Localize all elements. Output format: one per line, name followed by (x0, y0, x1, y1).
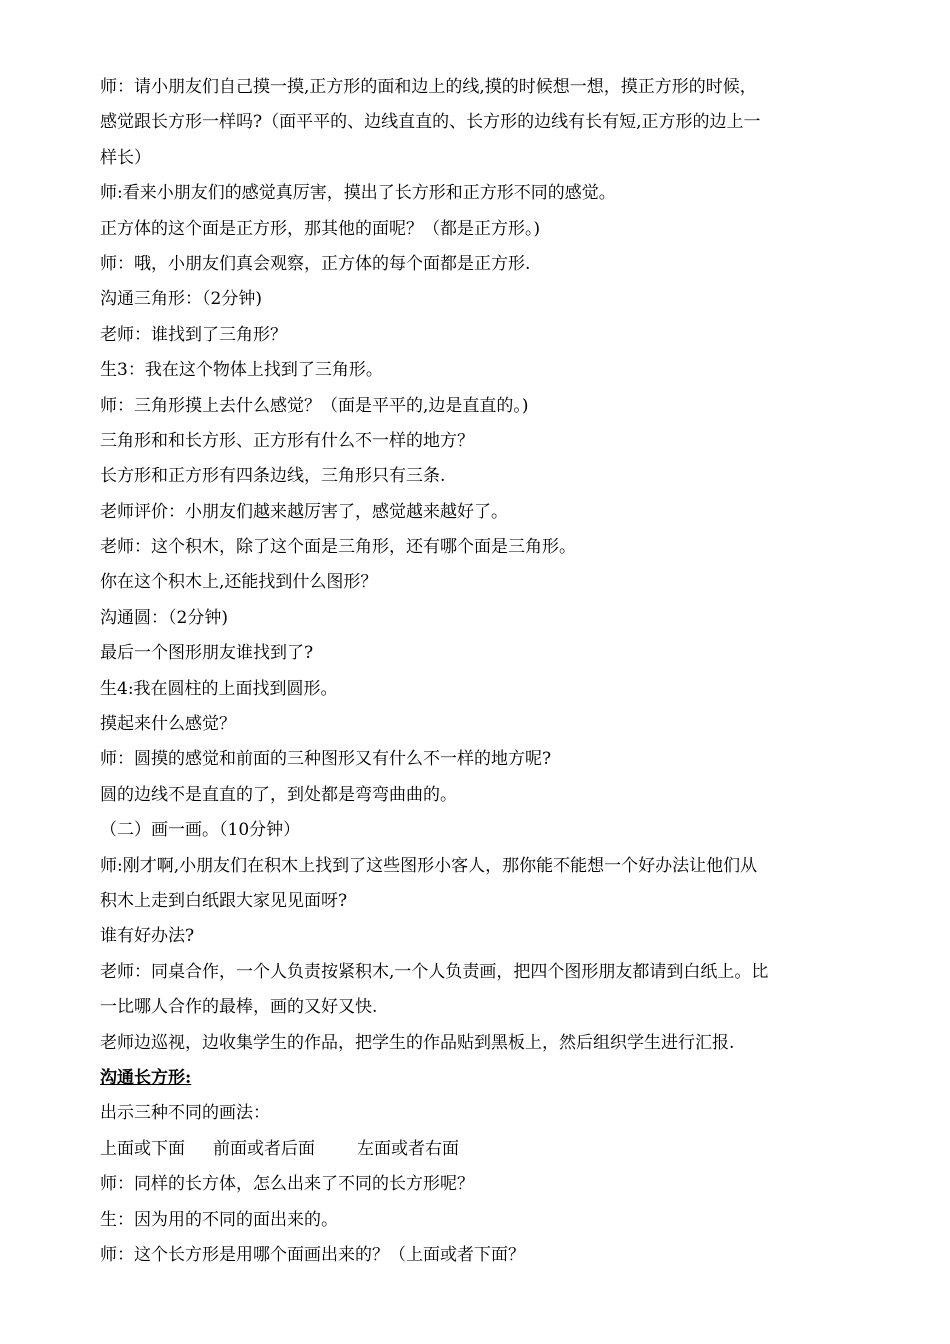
text-line: 师：请小朋友们自己摸一摸,正方形的面和边上的线,摸的时候想一想，摸正方形的时候， (100, 77, 757, 97)
text-line: 样长） (100, 147, 151, 168)
text-line: 最后一个图形朋友谁找到了? (100, 643, 314, 664)
text-line: 师:看来小朋友们的感觉真厉害，摸出了长方形和正方形不同的感觉。 (100, 183, 616, 204)
text-line: 师：哦，小朋友们真会观察，正方体的每个面都是正方形. (100, 253, 531, 274)
text-line: （二）画一画。（10分钟） (100, 820, 301, 841)
text-line: 三角形和和长方形、正方形有什么不一样的地方？ (100, 430, 474, 451)
text-line: 长方形和正方形有四条边线，三角形只有三条. (100, 466, 446, 487)
text-line: 老师：同桌合作，一个人负责按紧积木,一个人负责画，把四个图形朋友都请到白纸上。比 (100, 961, 769, 982)
text-line: 谁有好办法? (100, 926, 195, 947)
text-line: 出示三种不同的画法： (100, 1103, 270, 1124)
text-line: 老师边巡视，边收集学生的作品，把学生的作品贴到黑板上，然后组织学生进行汇报. (100, 1032, 735, 1053)
method-front-back: 前面或者后面 (213, 1138, 315, 1159)
text-line: 一比哪人合作的最棒，画的又好又快. (100, 997, 378, 1018)
document-body (100, 70, 860, 1273)
section-heading (100, 1061, 860, 1096)
methods-line (100, 1132, 860, 1167)
text-line: 师：这个长方形是用哪个面画出来的？（上面或者下面？ (100, 1244, 525, 1265)
text-line: 师：同样的长方体，怎么出来了不同的长方形呢？ (100, 1174, 474, 1195)
text-line: 正方体的这个面是正方形，那其他的面呢？（都是正方形。) (100, 218, 541, 239)
text-line: 生4:我在圆柱的上面找到圆形。 (100, 678, 338, 699)
text-line: 师：圆摸的感觉和前面的三种图形又有什么不一样的地方呢? (100, 749, 552, 770)
text-line: 生：因为用的不同的面出来的。 (100, 1209, 338, 1230)
text-line: 老师：这个积木，除了这个面是三角形，还有哪个面是三角形。 (100, 537, 576, 558)
text-line: 积木上走到白纸跟大家见见面呀? (100, 890, 348, 911)
text-line: 圆的边线不是直直的了，到处都是弯弯曲曲的。 (100, 784, 457, 805)
text-line: 沟通三角形：（2分钟) (100, 289, 262, 310)
text-line: 摸起来什么感觉？ (100, 714, 236, 735)
text-line: 感觉跟长方形一样吗?（面平平的、边线直直的、长方形的边线有长有短,正方形的边上一 (100, 112, 761, 133)
text-line: 你在这个积木上,还能找到什么图形？ (100, 572, 378, 593)
text-line: 沟通圆：（2分钟) (100, 607, 228, 628)
text-line: 师：三角形摸上去什么感觉？（面是平平的,边是直直的。) (100, 395, 529, 416)
method-top-bottom: 上面或下面 (100, 1138, 185, 1159)
paragraph-block-tail (100, 1167, 860, 1273)
text-line: 老师评价：小朋友们越来越厉害了，感觉越来越好了。 (100, 501, 508, 522)
method-left-right: 左面或者右面 (357, 1138, 459, 1159)
heading-text: 沟通长方形: (100, 1067, 192, 1088)
text-line: 老师：谁找到了三角形？ (100, 324, 287, 345)
text-line: 生3：我在这个物体上找到了三角形。 (100, 360, 383, 381)
text-line: 师:刚才啊,小朋友们在积木上找到了这些图形小客人，那你能不能想一个好办法让他们从 (100, 855, 758, 876)
paragraph-block (100, 70, 860, 1061)
